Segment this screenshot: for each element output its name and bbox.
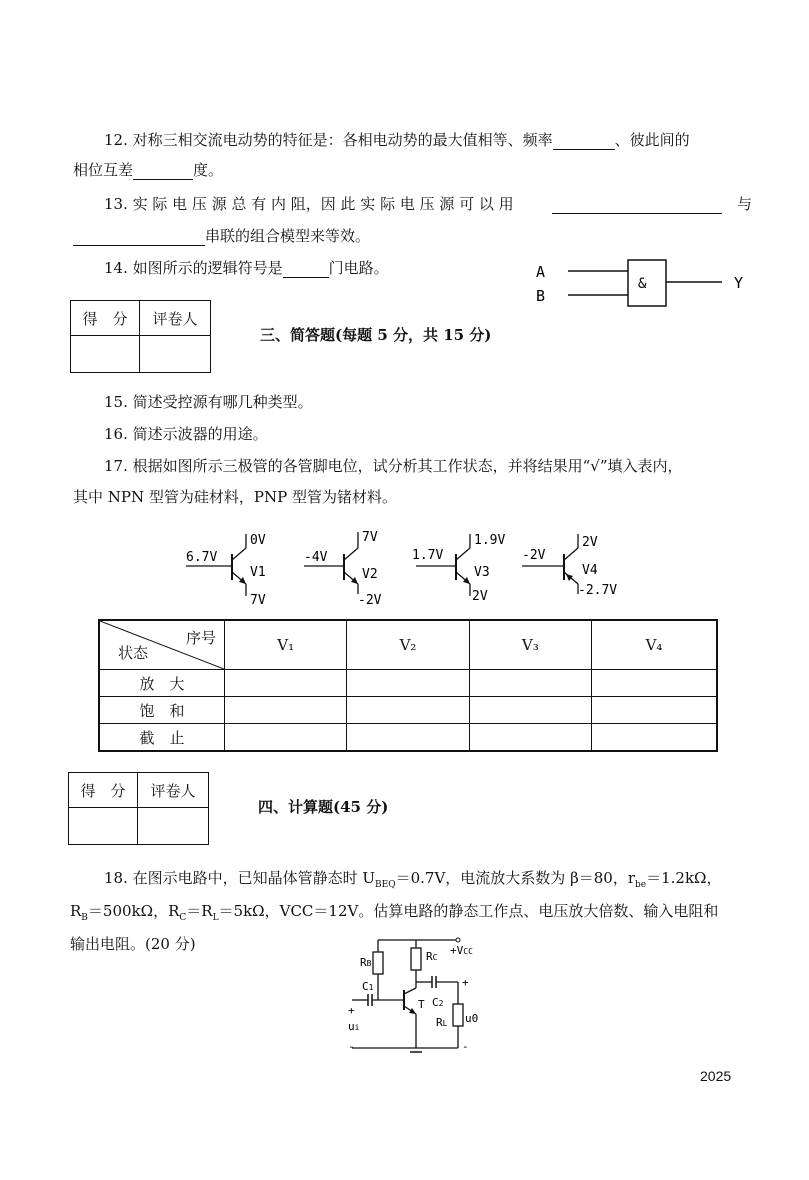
v1-bottom-voltage: 7V <box>250 593 266 608</box>
answer-cell[interactable] <box>225 697 347 724</box>
q13-text-2: 与 <box>737 195 753 213</box>
reviewer-label: 评卷人 <box>138 773 209 808</box>
question-17-line2: 其中 NPN 型管为硅材料，PNP 型管为锗材料。 <box>73 488 397 506</box>
transistor-v1 <box>186 533 266 608</box>
reviewer-cell[interactable] <box>140 336 211 373</box>
score-cell[interactable] <box>71 336 140 373</box>
q12-text-2: 、彼此间的 <box>614 131 690 149</box>
q13-blank-1-wrap <box>552 194 752 214</box>
table-corner-cell <box>99 620 225 670</box>
gate-box <box>628 260 666 306</box>
v1-top-voltage: 0V <box>250 533 266 548</box>
transistor-label: T <box>418 998 425 1011</box>
score-cell[interactable] <box>69 808 138 845</box>
q18-text-1b: ＝0.7V，电流放大系数为 β＝80，r <box>395 869 635 887</box>
v1-label: V1 <box>250 565 266 580</box>
q12-text-1: 12. 对称三相交流电动势的特征是：各相电动势的最大值相等、频率 <box>104 131 553 149</box>
v3-top-voltage: 1.9V <box>474 533 506 548</box>
uo-label: u0 <box>465 1012 479 1025</box>
answer-cell[interactable] <box>469 697 591 724</box>
q12-text-3: 相位互差 <box>73 161 134 179</box>
answer-blank[interactable] <box>73 231 205 246</box>
score-label: 得 分 <box>69 773 138 808</box>
v2-base-voltage: -4V <box>304 550 328 565</box>
q18-sub-be: be <box>635 880 647 890</box>
q18-sub-beq: BEQ <box>375 880 396 890</box>
reviewer-cell[interactable] <box>138 808 209 845</box>
status-table <box>98 619 718 752</box>
table-row <box>99 697 717 724</box>
row-label-saturation: 饱 和 <box>99 697 225 724</box>
rl-resistor <box>453 1004 463 1026</box>
output-minus: - <box>462 1040 469 1053</box>
v4-label: V4 <box>582 563 598 578</box>
column-header-v4: V₄ <box>592 620 717 670</box>
gate-symbol: & <box>638 276 647 292</box>
page-number: 2025 <box>700 1068 732 1084</box>
question-12-line1 <box>104 130 690 150</box>
answer-blank[interactable] <box>552 199 722 214</box>
question-18-line2 <box>70 901 718 928</box>
question-18-line3: 输出电阻。(20 分) <box>70 935 196 953</box>
score-box-2 <box>68 772 209 845</box>
q18-text-1c: ＝1.2kΩ， <box>646 869 722 887</box>
question-12-line2 <box>73 160 223 180</box>
q18-text-2b: ＝500kΩ，R <box>87 902 180 920</box>
q18-text-2d: ＝5kΩ，VCC＝12V。估算电路的静态工作点、电压放大倍数、输入电阻和 <box>218 902 719 920</box>
answer-blank[interactable] <box>133 165 193 180</box>
v3-bottom-voltage: 2V <box>472 589 488 604</box>
answer-cell[interactable] <box>225 670 347 697</box>
c1-label: C1 <box>362 980 374 993</box>
row-label-amplify: 放 大 <box>99 670 225 697</box>
table-row <box>99 724 717 752</box>
question-18-line1 <box>104 868 721 895</box>
q18-text-2c: ＝R <box>186 902 213 920</box>
v4-bottom-voltage: -2.7V <box>578 583 618 598</box>
rc-resistor <box>411 948 421 970</box>
question-14 <box>104 258 389 278</box>
answer-blank[interactable] <box>553 135 615 150</box>
v4-base-voltage: -2V <box>522 548 546 563</box>
answer-cell[interactable] <box>592 697 717 724</box>
section-4-title: 四、计算题(45 分) <box>258 798 389 816</box>
column-header-v3: V₃ <box>469 620 591 670</box>
score-label: 得 分 <box>71 301 140 336</box>
rc-label: RC <box>426 950 438 963</box>
output-plus: + <box>462 976 469 989</box>
corner-header-state: 状态 <box>118 644 149 662</box>
gate-input-a: A <box>536 263 546 281</box>
v2-bottom-voltage: -2V <box>358 593 382 608</box>
rl-label: RL <box>436 1016 448 1029</box>
q13-text-1: 13. 实 际 电 压 源 总 有 内 阻，因 此 实 际 电 压 源 可 以 用 <box>104 195 514 213</box>
question-13-line1 <box>104 194 514 214</box>
transistor-v3 <box>412 533 505 604</box>
rb-label: RB <box>360 956 372 969</box>
answer-blank[interactable] <box>283 263 329 278</box>
rb-resistor <box>373 952 383 974</box>
reviewer-label: 评卷人 <box>140 301 211 336</box>
q13-text-3: 串联的组合模型来等效。 <box>205 227 371 245</box>
q14-text-1: 14. 如图所示的逻辑符号是 <box>104 259 283 277</box>
question-16: 16. 简述示波器的用途。 <box>104 425 268 443</box>
answer-cell[interactable] <box>469 670 591 697</box>
v2-label: V2 <box>362 567 378 582</box>
answer-cell[interactable] <box>347 670 469 697</box>
v4-top-voltage: 2V <box>582 535 598 550</box>
vcc-label: +VCC <box>450 944 473 957</box>
table-row <box>99 670 717 697</box>
transistor-v2 <box>304 530 382 608</box>
section-3-title: 三、简答题(每题 5 分，共 15 分) <box>260 326 492 344</box>
question-17-line1: 17. 根据如图所示三极管的各管脚电位，试分析其工作状态，并将结果用“√”填入表内， <box>104 457 683 475</box>
answer-cell[interactable] <box>592 670 717 697</box>
v1-base-voltage: 6.7V <box>186 550 218 565</box>
corner-header-number: 序号 <box>185 629 216 647</box>
transistor-diagrams <box>180 526 640 611</box>
v2-top-voltage: 7V <box>362 530 378 545</box>
ui-label: ui <box>348 1020 360 1033</box>
v3-base-voltage: 1.7V <box>412 548 444 563</box>
answer-cell[interactable] <box>347 724 469 752</box>
q18-sub-c: C <box>179 913 187 923</box>
q14-text-2: 门电路。 <box>328 259 389 277</box>
question-15: 15. 简述受控源有哪几种类型。 <box>104 393 313 411</box>
input-minus: - <box>348 1040 355 1053</box>
gate-input-b: B <box>536 287 546 305</box>
c2-label: C2 <box>432 996 444 1009</box>
and-gate-diagram <box>530 255 760 315</box>
q18-text-2: R <box>70 902 82 920</box>
q18-text-1: 18. 在图示电路中，已知晶体管静态时 U <box>104 869 376 887</box>
answer-cell[interactable] <box>347 697 469 724</box>
column-header-v2: V₂ <box>347 620 469 670</box>
input-plus: + <box>348 1004 355 1017</box>
question-13-line2 <box>73 226 370 246</box>
column-header-v1: V₁ <box>225 620 347 670</box>
row-label-cutoff: 截 止 <box>99 724 225 752</box>
answer-cell[interactable] <box>225 724 347 752</box>
answer-cell[interactable] <box>469 724 591 752</box>
q18-sub-b: B <box>81 913 88 923</box>
q12-text-4: 度。 <box>193 161 224 179</box>
v3-label: V3 <box>474 565 490 580</box>
transistor-v4 <box>522 534 617 598</box>
answer-cell[interactable] <box>592 724 717 752</box>
amplifier-circuit <box>338 926 498 1056</box>
score-box-1 <box>70 300 211 373</box>
q18-sub-l: L <box>212 913 219 923</box>
gate-output-y: Y <box>734 274 744 292</box>
